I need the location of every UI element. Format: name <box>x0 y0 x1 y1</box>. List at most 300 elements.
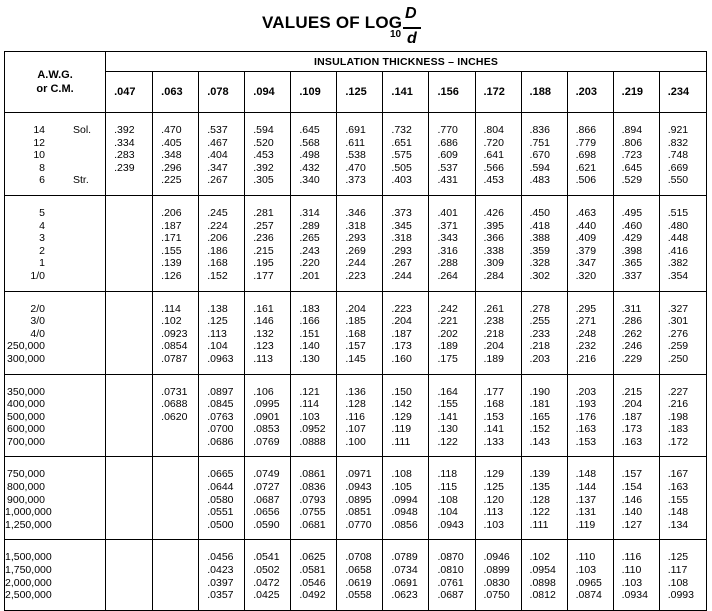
log-value: .215 <box>621 385 643 398</box>
log-value: .686 <box>437 136 458 149</box>
value-cell <box>245 291 291 374</box>
log-value: .167 <box>667 468 689 481</box>
value-cell <box>153 113 199 196</box>
log-value: .295 <box>575 302 597 315</box>
log-value: .129 <box>483 468 504 481</box>
log-value: .144 <box>575 481 597 494</box>
awg-cell <box>5 457 106 540</box>
value-cell <box>337 540 383 610</box>
log-value: .198 <box>667 410 689 423</box>
value-cell <box>106 195 153 291</box>
value-cell <box>106 291 153 374</box>
log-value: .346 <box>345 206 366 219</box>
value-cell <box>337 195 383 291</box>
log-value: .133 <box>483 435 504 448</box>
awg-value: 1,500,000 <box>5 551 52 564</box>
log-value: .142 <box>391 398 412 411</box>
log-value: .0993 <box>667 589 694 602</box>
log-value: .448 <box>667 232 689 245</box>
log-value: .244 <box>345 257 366 270</box>
column-header: .047 <box>106 72 153 113</box>
log-value: .921 <box>667 124 689 136</box>
log-value: .334 <box>114 136 135 149</box>
log-value: .0691 <box>391 576 418 589</box>
awg-cell <box>5 291 106 374</box>
log-value: .239 <box>114 161 135 174</box>
log-value: .111 <box>529 518 549 531</box>
log-value: .113 <box>483 506 504 519</box>
log-value: .119 <box>391 423 412 436</box>
awg-value: 1,250,000 <box>5 518 52 531</box>
log-value: .751 <box>529 136 550 149</box>
log-value: .0853 <box>253 423 280 436</box>
log-value <box>114 481 152 494</box>
value-cell <box>245 540 291 610</box>
log-value <box>114 577 152 590</box>
value-cell <box>291 195 337 291</box>
log-value: .566 <box>483 161 504 174</box>
log-value: .108 <box>391 468 412 481</box>
value-cell <box>199 457 245 540</box>
log-value: .498 <box>299 149 320 162</box>
log-value: .0948 <box>391 506 418 519</box>
log-value: .129 <box>391 410 412 423</box>
log-value: .0425 <box>253 589 280 602</box>
log-value: .163 <box>667 481 689 494</box>
awg-value: 800,000 <box>7 481 45 494</box>
log-value: .398 <box>621 244 643 257</box>
log-value <box>114 564 152 577</box>
awg-value: 2/0 <box>30 302 45 315</box>
log-value: .185 <box>345 315 366 328</box>
log-value: .440 <box>575 219 597 232</box>
log-value: .153 <box>575 435 597 448</box>
log-value: .0623 <box>391 589 418 602</box>
value-cell <box>383 113 429 196</box>
log-value: .529 <box>621 174 643 187</box>
log-value: .373 <box>345 174 366 187</box>
log-value: .265 <box>299 232 320 245</box>
log-value: .130 <box>299 352 320 365</box>
value-cell <box>199 291 245 374</box>
value-cell <box>383 374 429 457</box>
log-value: .116 <box>621 551 642 564</box>
log-value: .0472 <box>253 576 280 589</box>
log-value: .359 <box>529 244 550 257</box>
log-value: .832 <box>667 136 689 149</box>
log-value <box>114 220 152 233</box>
log-value: .250 <box>667 352 689 365</box>
log-value: .148 <box>667 506 689 519</box>
awg-entry <box>5 257 105 270</box>
log-value: .347 <box>575 257 597 270</box>
log-value <box>114 257 152 270</box>
log-value: .495 <box>621 206 643 219</box>
log-value: .100 <box>345 435 366 448</box>
log-value: .305 <box>253 174 274 187</box>
awg-entry <box>5 436 105 449</box>
log-value: .189 <box>437 340 458 353</box>
log-value: .670 <box>529 149 550 162</box>
log-value: .232 <box>575 340 597 353</box>
log-value: .0895 <box>345 493 372 506</box>
log-value: .0861 <box>299 468 326 481</box>
log-value: .121 <box>299 385 320 398</box>
log-value: .429 <box>621 232 643 245</box>
log-value: .243 <box>299 244 320 257</box>
log-value: .229 <box>621 352 643 365</box>
log-value: .538 <box>345 149 366 162</box>
awg-value: 2 <box>39 244 45 257</box>
awg-header-line: A.W.G. <box>37 69 73 81</box>
log-value: .0620 <box>161 410 188 423</box>
log-value: .0625 <box>299 551 326 564</box>
log-value: .140 <box>299 340 320 353</box>
log-value: .611 <box>345 136 366 149</box>
log-value: .152 <box>529 423 550 436</box>
log-value: .0888 <box>299 435 326 448</box>
fraction-bar <box>403 27 421 29</box>
log-value: .0665 <box>207 468 234 481</box>
awg-value: 750,000 <box>7 468 45 481</box>
log-value: .836 <box>529 124 550 136</box>
log-value <box>114 340 152 353</box>
log-value <box>114 411 152 424</box>
awg-cell <box>5 540 106 610</box>
awg-value: 2,500,000 <box>5 589 52 602</box>
log-value: .115 <box>437 481 458 494</box>
log-value: .806 <box>621 136 643 149</box>
log-value: .108 <box>667 576 689 589</box>
value-cell <box>291 540 337 610</box>
log-value: .506 <box>575 174 597 187</box>
value-cell <box>106 374 153 457</box>
value-cell <box>659 291 706 374</box>
log-value: .244 <box>391 269 412 282</box>
log-value: .0830 <box>483 576 510 589</box>
value-cell <box>659 540 706 610</box>
column-header: .063 <box>153 72 199 113</box>
log-value: .338 <box>483 244 504 257</box>
log-value <box>161 551 198 564</box>
log-value: .104 <box>207 340 228 353</box>
log-value: .203 <box>575 385 597 398</box>
value-cell <box>383 457 429 540</box>
log-value: .171 <box>161 232 182 245</box>
log-value: .141 <box>437 410 458 423</box>
awg-entry <box>5 494 105 507</box>
awg-value: 10 <box>33 149 45 162</box>
log-value: .153 <box>483 410 504 423</box>
table-row-group <box>5 195 707 291</box>
column-header: .109 <box>291 72 337 113</box>
log-value: .154 <box>621 481 643 494</box>
awg-note: Sol. <box>73 124 92 136</box>
log-value <box>114 328 152 341</box>
log-value: .594 <box>253 124 274 136</box>
log-value: .204 <box>621 398 643 411</box>
log-value: .320 <box>575 269 597 282</box>
table-row-group <box>5 113 707 196</box>
log-value: .340 <box>299 174 320 187</box>
log-value: .204 <box>391 315 412 328</box>
log-value: .343 <box>437 232 458 245</box>
log-value: .0965 <box>575 576 602 589</box>
log-value: .261 <box>483 302 504 315</box>
log-value: .431 <box>437 174 458 187</box>
value-cell <box>245 195 291 291</box>
log-value: .223 <box>391 302 412 315</box>
table-body <box>5 113 707 611</box>
log-value: .262 <box>621 327 643 340</box>
log-value: .183 <box>299 302 320 315</box>
log-value: .120 <box>483 493 504 506</box>
log-value: .221 <box>437 315 458 328</box>
log-value <box>161 506 198 519</box>
log-value: .278 <box>529 302 550 315</box>
log-value: .166 <box>299 315 320 328</box>
value-cell <box>106 457 153 540</box>
awg-entry <box>5 149 105 162</box>
log-value: .186 <box>207 244 228 257</box>
log-value: .0581 <box>299 564 326 577</box>
awg-entry <box>5 386 105 399</box>
log-value: .651 <box>391 136 412 149</box>
log-value: .227 <box>667 385 689 398</box>
log-value: .126 <box>161 269 182 282</box>
log-value: .0870 <box>437 551 464 564</box>
log-value <box>161 589 198 602</box>
log-value: .645 <box>621 161 643 174</box>
log-value: .108 <box>437 493 458 506</box>
awg-entry <box>5 137 105 150</box>
log-value: .0502 <box>253 564 280 577</box>
value-cell <box>567 195 613 291</box>
log-value: .0899 <box>483 564 510 577</box>
value-cell <box>153 291 199 374</box>
log-value: .426 <box>483 206 504 219</box>
log-value: .146 <box>621 493 643 506</box>
log-value: .0456 <box>207 551 234 564</box>
title-subscript: 10 <box>390 29 402 40</box>
log-value: .103 <box>483 518 504 531</box>
value-cell <box>567 540 613 610</box>
log-value: .0994 <box>391 493 418 506</box>
awg-value: 3 <box>39 232 45 245</box>
awg-header <box>5 52 106 113</box>
log-value: .103 <box>575 564 597 577</box>
log-value: .894 <box>621 124 643 136</box>
log-value <box>114 551 152 564</box>
log-value: .146 <box>253 315 274 328</box>
log-value: .0943 <box>345 481 372 494</box>
value-cell <box>521 291 567 374</box>
log-value: .480 <box>667 219 689 232</box>
log-value: .267 <box>207 174 228 187</box>
log-value: .345 <box>391 219 412 232</box>
log-value: .0681 <box>299 518 326 531</box>
log-value: .328 <box>529 257 550 270</box>
column-header-row <box>5 72 707 113</box>
log-value: .155 <box>161 244 182 257</box>
log-value: .102 <box>529 551 550 564</box>
log-value: .143 <box>529 435 550 448</box>
value-cell <box>475 195 521 291</box>
log-value: .365 <box>621 257 643 270</box>
log-value: .568 <box>299 136 320 149</box>
log-value: .160 <box>391 352 412 365</box>
log-value: .125 <box>207 315 228 328</box>
log-value: .281 <box>253 206 274 219</box>
log-value: .255 <box>529 315 550 328</box>
log-value: .0851 <box>345 506 372 519</box>
log-value: .373 <box>391 206 412 219</box>
value-cell <box>383 540 429 610</box>
log-value: .288 <box>437 257 458 270</box>
log-value <box>114 232 152 245</box>
log-value: .0995 <box>253 398 280 411</box>
log-value: .264 <box>437 269 458 282</box>
log-value: .113 <box>207 327 227 340</box>
log-value: .106 <box>253 385 274 398</box>
log-value <box>161 423 198 436</box>
value-cell <box>153 457 199 540</box>
value-cell <box>521 113 567 196</box>
log-value <box>161 564 198 577</box>
log-value: .125 <box>483 481 504 494</box>
log-value: .0727 <box>253 481 280 494</box>
log-value: .137 <box>575 493 597 506</box>
log-value: .204 <box>345 302 366 315</box>
log-value <box>114 589 152 602</box>
log-value: .314 <box>299 206 320 219</box>
log-value: .0845 <box>207 398 234 411</box>
awg-value: 250,000 <box>7 340 45 353</box>
log-value: .220 <box>299 257 320 270</box>
log-value: .470 <box>161 124 182 136</box>
log-value: .134 <box>667 518 689 531</box>
log-value: .804 <box>483 124 504 136</box>
log-value: .0854 <box>161 340 188 353</box>
log-value: .206 <box>161 206 182 219</box>
value-cell <box>429 457 475 540</box>
log-value: .732 <box>391 124 412 136</box>
value-cell <box>521 457 567 540</box>
log-value: .316 <box>437 244 458 257</box>
value-cell <box>337 457 383 540</box>
log-value: .132 <box>253 327 274 340</box>
log-value: .193 <box>575 398 597 411</box>
log-value: .0769 <box>253 435 280 448</box>
value-cell <box>567 374 613 457</box>
log-value: .181 <box>529 398 550 411</box>
log-value: .139 <box>529 468 550 481</box>
log-value: .453 <box>253 149 274 162</box>
log-value: .172 <box>667 435 689 448</box>
awg-entry <box>5 303 105 316</box>
value-cell <box>337 291 383 374</box>
log-value: .0492 <box>299 589 326 602</box>
log-value: .296 <box>161 161 182 174</box>
log-value <box>161 519 198 532</box>
column-header: .203 <box>567 72 613 113</box>
log-value: .348 <box>161 149 182 162</box>
fraction-numerator: D <box>405 5 417 22</box>
log-value: .114 <box>299 398 319 411</box>
awg-value: 1/0 <box>30 269 45 282</box>
value-cell <box>475 457 521 540</box>
awg-value: 500,000 <box>7 410 45 423</box>
value-cell <box>521 374 567 457</box>
log-value: .177 <box>253 269 274 282</box>
log-value: .0357 <box>207 589 234 602</box>
log-value: .145 <box>345 352 366 365</box>
log-value: .0687 <box>253 493 280 506</box>
awg-entry <box>5 577 105 590</box>
log-value: .163 <box>621 435 643 448</box>
value-cell <box>429 374 475 457</box>
log-value: .379 <box>575 244 597 257</box>
log-value: .0954 <box>529 564 556 577</box>
awg-value: 400,000 <box>7 398 45 411</box>
log-value <box>114 386 152 399</box>
log-value: .276 <box>667 327 689 340</box>
log-value: .201 <box>299 269 320 282</box>
log-value: .155 <box>437 398 458 411</box>
log-value: .113 <box>253 352 273 365</box>
log-value: .416 <box>667 244 689 257</box>
log-value: .224 <box>207 219 228 232</box>
value-cell <box>521 195 567 291</box>
awg-value: 5 <box>39 206 45 219</box>
column-header: .094 <box>245 72 291 113</box>
log-value: .0943 <box>437 518 464 531</box>
log-value: .0688 <box>161 398 188 411</box>
log-value: .382 <box>667 257 689 270</box>
value-cell <box>383 291 429 374</box>
value-cell <box>567 457 613 540</box>
log-value: .128 <box>529 493 550 506</box>
log-value: .140 <box>621 506 643 519</box>
awg-value: 300,000 <box>7 352 45 365</box>
log-value: .150 <box>391 385 412 398</box>
log-value: .0946 <box>483 551 510 564</box>
log-value <box>114 315 152 328</box>
log-value <box>114 174 152 187</box>
log-value: .122 <box>437 435 458 448</box>
log-value: .609 <box>437 149 458 162</box>
value-cell <box>613 113 659 196</box>
awg-value: 1,750,000 <box>5 564 52 577</box>
log-value: .0810 <box>437 564 464 577</box>
log-value: .110 <box>621 564 642 577</box>
log-value: .621 <box>575 161 597 174</box>
log-value: .103 <box>621 576 643 589</box>
log-value: .0898 <box>529 576 556 589</box>
log-value: .453 <box>483 174 504 187</box>
log-value: .284 <box>483 269 504 282</box>
log-value <box>114 245 152 258</box>
log-value: .267 <box>391 257 412 270</box>
value-cell <box>429 540 475 610</box>
value-cell <box>199 113 245 196</box>
log-value: .293 <box>345 232 366 245</box>
awg-entry <box>5 564 105 577</box>
awg-entry <box>5 589 105 602</box>
column-header: .156 <box>429 72 475 113</box>
log-value <box>161 468 198 481</box>
value-cell <box>567 113 613 196</box>
